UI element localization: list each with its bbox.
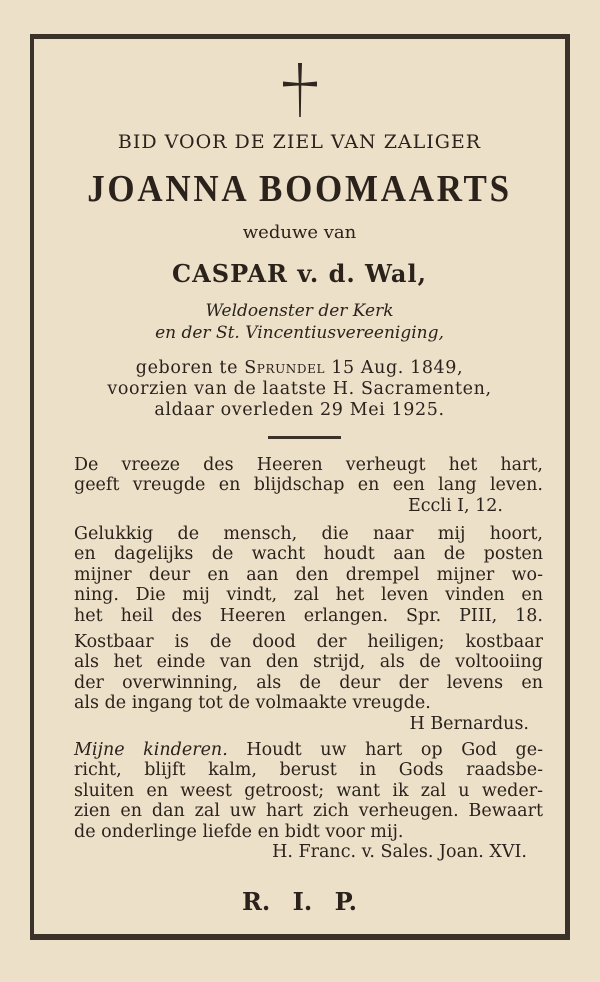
memorial-card — [30, 34, 570, 940]
passage-source: H Bernardus. — [409, 713, 529, 734]
cross-icon — [280, 61, 320, 119]
passage-line: mijner deur en aan den drempel mijner wo- — [74, 564, 543, 585]
passage-line: richt, blijft kalm, berust in Gods raadsbe- — [74, 760, 543, 781]
passage-4 — [74, 740, 543, 862]
role-line-2: en der St. Vincentiusvereeniging, — [155, 323, 444, 343]
passage-line: als de ingang tot de volmaakte vreugde. — [74, 693, 431, 714]
birth-prefix: geboren te — [135, 358, 245, 378]
divider — [268, 436, 341, 439]
passage-3 — [74, 632, 543, 734]
sacraments-line: voorzien van de laatste H. Sacramenten, — [107, 379, 492, 399]
role-line-1: Weldoenster der Kerk — [205, 301, 394, 321]
rip-closing: R. I. P. — [241, 887, 358, 916]
passage-line: geeft vreugde en blijdschap en een lang leven. — [74, 475, 543, 496]
passage-line: Kostbaar is de dood der heiligen; kostbaar — [74, 632, 543, 652]
widow-of-label: weduwe van — [242, 222, 357, 243]
husband-name: CASPAR v. d. Wal, — [172, 259, 427, 288]
deceased-name: JOANNA BOOMAARTS — [87, 168, 512, 210]
passage-source: H. Franc. v. Sales. Joan. XVI. — [272, 841, 527, 862]
birth-place: Sprundel — [244, 358, 326, 378]
birth-date: 15 Aug. 1849, — [325, 358, 464, 378]
passage-rest: Houdt uw hart op God ge- — [227, 740, 543, 760]
passage-line: het heil des Heeren erlangen. Spr. PIII, 18. — [74, 605, 543, 626]
passage-line: ning. Die mij vindt, zal het leven vinden en — [74, 585, 543, 606]
passage-1 — [74, 455, 543, 516]
passage-line: De vreeze des Heeren verheugt het hart, — [74, 455, 543, 475]
prayer-heading: BID VOOR DE ZIEL VAN ZALIGER — [117, 131, 482, 153]
passage-lead: Mijne kinderen. — [74, 740, 228, 760]
passage-line — [74, 740, 543, 760]
passage-line: als het einde van den strijd, als de voltooiing — [74, 652, 543, 673]
passage-line: der overwinning, als de deur der levens en — [74, 672, 543, 693]
birth-line — [34, 358, 565, 378]
passage-line: sluiten en weest getroost; want ik zal u weder- — [74, 780, 543, 801]
passage-line: zien en dan zal uw hart zich verheugen. Bewaart — [74, 801, 543, 822]
passage-2 — [74, 524, 543, 626]
passage-source: Eccli I, 12. — [407, 495, 503, 516]
passage-line: Gelukkig de mensch, die naar mij hoort, — [74, 524, 543, 544]
passage-line: en dagelijks de wacht houdt aan de posten — [74, 544, 543, 565]
passage-line: de onderlinge liefde en bidt voor mij. — [74, 821, 404, 842]
death-line: aldaar overleden 29 Mei 1925. — [154, 400, 445, 420]
